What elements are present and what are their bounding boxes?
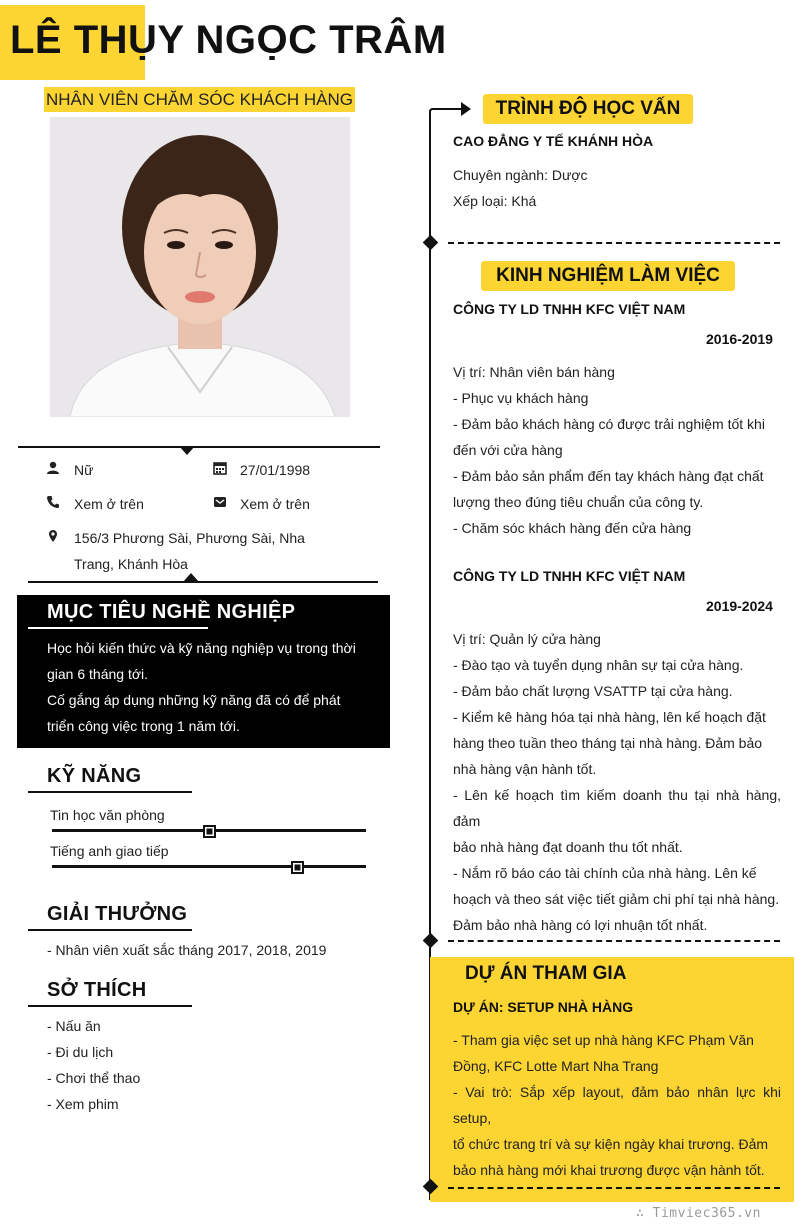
awards-title: GIẢI THƯỞNG (47, 903, 188, 925)
hobby-item: - Chơi thể thao (47, 1070, 141, 1086)
job-1-period: 2016-2019 (706, 331, 773, 347)
hobbies-underline (28, 1005, 192, 1007)
job-title: NHÂN VIÊN CHĂM SÓC KHÁCH HÀNG (44, 87, 355, 112)
watermark: ∴ Timviec365.vn (636, 1206, 761, 1221)
education-major: Chuyên ngành: Dược (453, 167, 588, 183)
hobby-item: - Xem phim (47, 1096, 119, 1112)
objective-text: Học hỏi kiến thức và kỹ năng nghiệp vụ trong thời gian 6 tháng tới. Cố gắng áp dụng những kỹ năng đã có để phát triển công việc trong 1 năm tới. (47, 640, 356, 734)
email-value: Xem ở trên (240, 496, 310, 512)
education-title: TRÌNH ĐỘ HỌC VẤN (483, 94, 693, 124)
project-details: - Tham gia việc set up nhà hàng KFC Phạm Văn Đồng, KFC Lotte Mart Nha Trang - Vai trò: Sắp xếp layout, đảm bảo nhân lực khi setup, tổ chức trang trí và sự kiện ngày khai trương. Đảm bảo nhà hàng mới khai trương được vận hành tốt. (453, 1032, 781, 1178)
project-name: DỰ ÁN: SETUP NHÀ HÀNG (453, 999, 634, 1015)
objective-title: MỤC TIÊU NGHỀ NGHIỆP (47, 601, 296, 623)
skill-level-1 (203, 825, 216, 838)
education-school: CAO ĐẲNG Y TẾ KHÁNH HÒA (453, 133, 654, 149)
projects-section (430, 957, 794, 1202)
experience-title: KINH NGHIỆM LÀM VIỆC (481, 261, 735, 291)
skill-level-2 (291, 861, 304, 874)
calendar-icon (213, 461, 227, 475)
phone-icon (46, 495, 60, 509)
timeline-node (423, 933, 439, 949)
award-item: - Nhân viên xuất sắc tháng 2017, 2018, 2019 (47, 942, 327, 958)
job-2-company: CÔNG TY LD TNHH KFC VIỆT NAM (453, 568, 686, 584)
profile-photo (50, 117, 350, 417)
info-divider-bottom (28, 581, 378, 583)
address-line-1: 156/3 Phương Sài, Phương Sài, Nha (74, 530, 305, 546)
job-1-company: CÔNG TY LD TNHH KFC VIỆT NAM (453, 301, 686, 317)
section-divider (448, 940, 780, 942)
address-line-2: Trang, Khánh Hòa (74, 556, 188, 572)
awards-underline (28, 929, 192, 931)
job-2-details: Vị trí: Quản lý cửa hàng - Đào tạo và tuyển dụng nhân sự tại cửa hàng. - Đảm bảo chất lượng VSATTP tại cửa hàng. - Kiểm kê hàng hóa tại nhà hàng, lên kế hoạch đặt hàng theo tuần theo tháng tại nhà hàng. Đảm bảo nhà hàng vận hành tốt. - Lên kế hoạch tìm kiếm doanh thu tại nhà hàng, đảm bảo nhà hàng đạt doanh thu tốt nhất. - Nắm rõ báo cáo tài chính của nhà hàng. Lên kế hoạch và theo sát việc tiết giảm chi phí tại nhà hàng. Đảm bảo nhà hàng có lợi nhuận tốt nhất. (453, 631, 781, 933)
email-icon (213, 495, 227, 509)
skills-title: KỸ NĂNG (47, 765, 142, 787)
hobby-item: - Nấu ăn (47, 1018, 101, 1034)
timeline-start-arrow (425, 98, 475, 122)
job-2-period: 2019-2024 (706, 598, 773, 614)
candidate-name: LÊ THỤY NGỌC TRÂM (10, 18, 447, 62)
user-icon (46, 461, 60, 475)
hobbies-title: SỞ THÍCH (47, 979, 147, 1001)
location-icon (46, 529, 60, 543)
section-divider (448, 242, 780, 244)
divider-arrow-down (179, 446, 195, 455)
skill-name-2: Tiếng anh giao tiếp (50, 843, 169, 859)
watermark-logo-icon: ∴ (636, 1206, 653, 1221)
gender-value: Nữ (74, 462, 94, 478)
skill-name-1: Tin học văn phòng (50, 807, 165, 823)
section-divider (448, 1187, 780, 1189)
phone-value: Xem ở trên (74, 496, 144, 512)
hobby-item: - Đi du lịch (47, 1044, 114, 1060)
hobbies-list (47, 1013, 140, 1117)
skill-bar-2 (52, 865, 366, 868)
timeline-node (423, 235, 439, 251)
job-1-details: Vị trí: Nhân viên bán hàng - Phục vụ khách hàng - Đảm bảo khách hàng có được trải nghiệm tốt khi đến với cửa hàng - Đảm bảo sản phẩm đến tay khách hàng đạt chất lượng theo đúng tiêu chuẩn của công ty. - Chăm sóc khách hàng đến cửa hàng (453, 364, 765, 536)
projects-title: DỰ ÁN THAM GIA (465, 963, 627, 984)
education-rank: Xếp loại: Khá (453, 193, 537, 209)
birthday-value: 27/01/1998 (240, 462, 311, 478)
divider-arrow-up (183, 573, 199, 582)
info-divider-top (18, 446, 380, 448)
objective-section (17, 595, 390, 748)
skills-underline (28, 791, 192, 793)
objective-underline (28, 627, 208, 629)
